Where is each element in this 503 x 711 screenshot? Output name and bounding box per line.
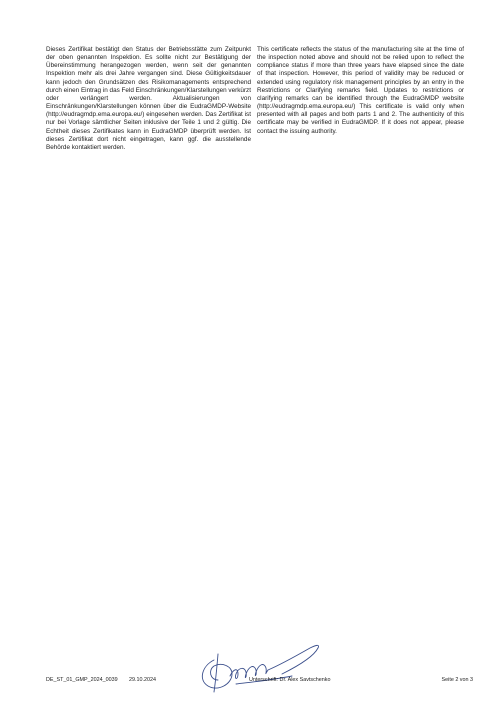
german-paragraph: Dieses Zertifikat bestätigt den Status der Betriebsstätte zum Zeitpunkt der oben genannten Inspektion. Es sollte nicht zur Bestätigung der Übereinstimmung herangezogen werden, wenn seit der genannten Inspektion mehr als drei Jahre vergangen sind. Diese Gültigkeitsdauer kann jedoch den Grundsätzen des Risikomanagements entsprechend durch einen Eintrag in das Feld Einschränkungen/Klarstellungen verkürzt oder verlängert werden. Aktualisierungen von Einschränkungen/Klarstellungen können über die EudraGMDP-Website (http://eudragmdp.ema.europa.eu/) eingesehen werden. Das Zertifikat ist nur bei Vorlage sämtlicher Seiten inklusive der Teile 1 und 2 gültig. Die Echtheit dieses Zertifikates kann in EudraGMDP überprüft werden. Ist dieses Zertifikat dort nicht eingetragen, kann ggf. die ausstellende Behörde kontaktiert werden. [46,46,251,151]
document-id: DE_ST_01_GMP_2024_0039 [46,677,118,683]
page-number: Seite 2 von 3 [441,677,473,683]
text-columns [46,46,464,152]
issue-date: 29.10.2024 [129,677,156,683]
page-footer [46,677,473,687]
signatory: Unterschrift: Dr. Alex Savtschenko [249,677,331,683]
english-paragraph: This certificate reflects the status of the manufacturing site at the time of the inspection noted above and should not be relied upon to reflect the compliance status if more than three years have elapsed since the date of that inspection. However, this period of validity may be reduced or extended using regulatory risk management principles by an entry in the Restrictions or Clarifying remarks field. Updates to restrictions or clarifying remarks can be identified through the EudraGMDP website (http://eudragmdp.ema.europa.eu/) This certificate is valid only when presented with all pages and both parts 1 and 2. The authenticity of this certificate may be verified in EudraGMDP. If it does not appear, please contact the issuing authority. [257,46,464,135]
